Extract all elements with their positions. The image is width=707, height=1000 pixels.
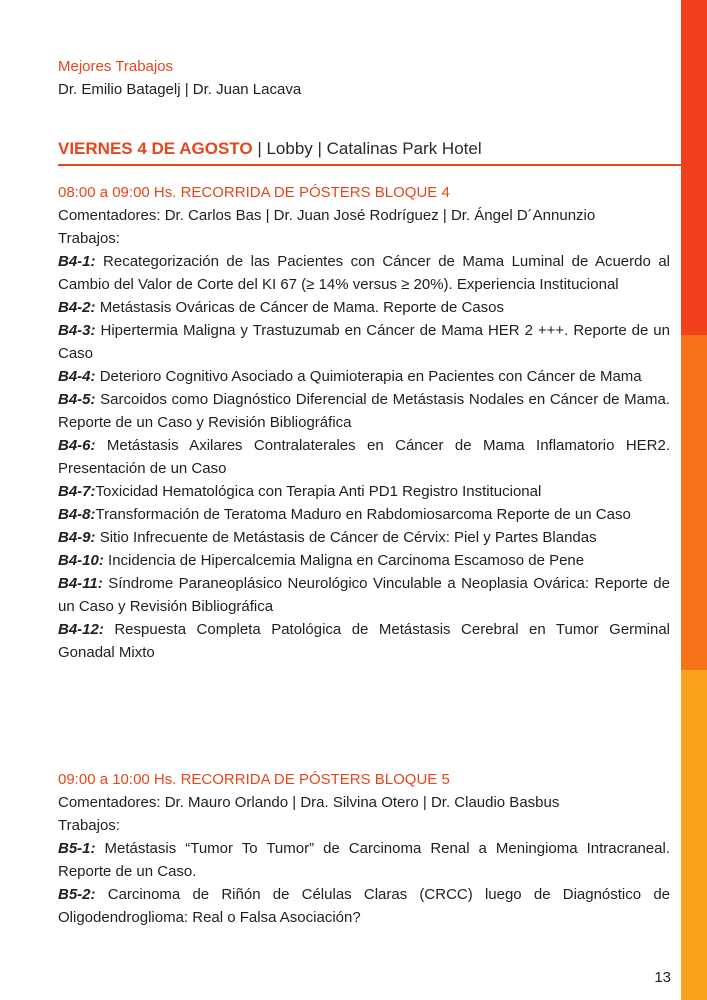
work-item [58, 388, 670, 434]
work-item [58, 480, 670, 503]
venue-label: | Lobby | Catalinas Park Hotel [252, 139, 482, 158]
work-code: B4-8: [58, 506, 96, 523]
block-commentators: Comentadores: Dr. Mauro Orlando | Dra. Silvina Otero | Dr. Claudio Basbus [58, 794, 560, 811]
work-item [58, 250, 670, 296]
work-title: Sarcoidos como Diagnóstico Diferencial de Metástasis Nodales en Cáncer de Mama. Reporte de un Caso y Revisión Bibliográfica [58, 391, 670, 431]
work-item [58, 572, 670, 618]
work-code: B4-7: [58, 483, 96, 500]
work-item [58, 434, 670, 480]
color-bar-segment-amber [681, 670, 707, 1000]
work-code: B4-5: [58, 391, 96, 408]
work-item [58, 296, 670, 319]
work-code: B4-3: [58, 322, 96, 339]
color-bar-segment-red [681, 0, 707, 335]
work-item [58, 319, 670, 365]
work-code: B4-1: [58, 253, 96, 270]
work-item [58, 503, 670, 526]
work-title: Metástasis “Tumor To Tumor” de Carcinoma Renal a Meningioma Intracraneal. Reporte de un Caso. [58, 840, 670, 880]
decorative-color-bar [681, 0, 707, 1000]
work-item [58, 618, 670, 664]
best-works-section [58, 55, 670, 101]
work-code: B4-10: [58, 552, 104, 569]
work-title: Deterioro Cognitivo Asociado a Quimioterapia en Pacientes con Cáncer de Mama [99, 368, 642, 385]
work-title: Recategorización de las Pacientes con Cáncer de Mama Luminal de Acuerdo al Cambio del Valor de Corte del KI 67 (≥ 14% versus ≥ 20%). Experiencia Institucional [58, 253, 671, 293]
block-title: 09:00 a 10:00 Hs. RECORRIDA DE PÓSTERS BLOQUE 5 [58, 771, 450, 788]
work-code: B4-4: [58, 368, 96, 385]
work-title: Metástasis Axilares Contralaterales en Cáncer de Mama Inflamatorio HER2. Presentación de un Caso [58, 437, 671, 477]
best-works-names: Dr. Emilio Batagelj | Dr. Juan Lacava [58, 81, 302, 98]
work-title: Síndrome Paraneoplásico Neurológico Vinculable a Neoplasia Ovárica: Reporte de un Caso y Revisión Bibliográfica [58, 575, 670, 615]
work-title: Hipertermia Maligna y Trastuzumab en Cáncer de Mama HER 2 +++. Reporte de un Caso [58, 322, 670, 362]
page-number: 13 [654, 969, 671, 986]
work-title: Respuesta Completa Patológica de Metástasis Cerebral en Tumor Germinal Gonadal Mixto [58, 621, 670, 661]
work-item [58, 526, 670, 549]
work-title: Carcinoma de Riñón de Células Claras (CRCC) luego de Diagnóstico de Oligodendroglioma: Real o Falsa Asociación? [58, 886, 671, 926]
block-commentators: Comentadores: Dr. Carlos Bas | Dr. Juan José Rodríguez | Dr. Ángel D´Annunzio [58, 207, 596, 224]
poster-block-5 [58, 768, 670, 929]
work-item [58, 883, 670, 929]
block-title: 08:00 a 09:00 Hs. RECORRIDA DE PÓSTERS BLOQUE 4 [58, 184, 450, 201]
work-code: B4-11: [58, 575, 103, 592]
works-label: Trabajos: [58, 230, 120, 247]
work-item [58, 549, 670, 572]
work-title: Sitio Infrecuente de Metástasis de Cáncer de Cérvix: Piel y Partes Blandas [99, 529, 597, 546]
color-bar-segment-orange [681, 335, 707, 670]
day-label: VIERNES 4 DE AGOSTO [58, 139, 253, 158]
work-title: Incidencia de Hipercalcemia Maligna en Carcinoma Escamoso de Pene [108, 552, 585, 569]
work-code: B4-6: [58, 437, 96, 454]
work-item [58, 837, 670, 883]
work-title: Transformación de Teratoma Maduro en Rabdomiosarcoma Reporte de un Caso [95, 506, 631, 523]
works-label: Trabajos: [58, 817, 120, 834]
work-title: Metástasis Ováricas de Cáncer de Mama. Reporte de Casos [99, 299, 505, 316]
best-works-heading: Mejores Trabajos [58, 58, 174, 75]
work-code: B4-2: [58, 299, 96, 316]
day-header [58, 137, 682, 166]
work-code: B4-12: [58, 621, 104, 638]
work-title: Toxicidad Hematológica con Terapia Anti PD1 Registro Institucional [95, 483, 542, 500]
work-code: B4-9: [58, 529, 96, 546]
work-code: B5-2: [58, 886, 96, 903]
work-item [58, 365, 670, 388]
poster-block-4 [58, 181, 670, 664]
work-code: B5-1: [58, 840, 96, 857]
